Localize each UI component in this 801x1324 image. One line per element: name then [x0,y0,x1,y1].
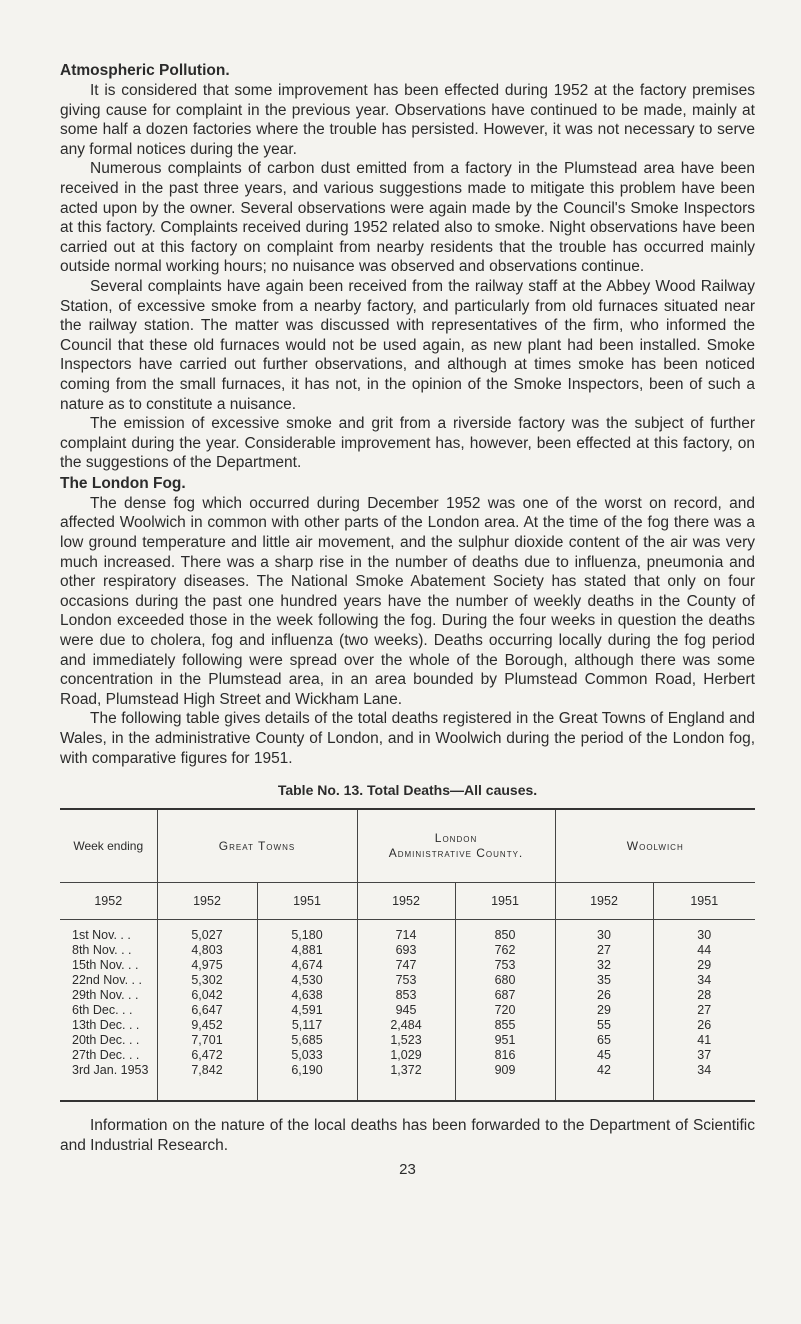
deaths-cell: 41 [653,1033,755,1048]
deaths-cell: 5,117 [257,1018,357,1033]
deaths-cell: 29 [555,1003,653,1018]
deaths-cell: 27 [653,1003,755,1018]
page-number: 23 [399,1161,416,1179]
year-header-cell: 1951 [455,883,555,920]
deaths-cell: 1,029 [357,1048,455,1063]
deaths-cell: 29 [653,958,755,973]
table-row [60,958,755,973]
deaths-cell: 45 [555,1048,653,1063]
deaths-cell: 4,591 [257,1003,357,1018]
deaths-cell: 5,302 [157,973,257,988]
deaths-cell: 27 [555,943,653,958]
header-great-towns: Great Towns [157,809,357,883]
deaths-cell: 65 [555,1033,653,1048]
header-week-ending: Week ending [60,809,157,883]
deaths-cell: 7,701 [157,1033,257,1048]
header-london-line1: London [434,831,478,846]
year-header-cell: 1951 [653,883,755,920]
deaths-cell: 42 [555,1063,653,1101]
deaths-cell: 762 [455,943,555,958]
deaths-table [60,808,755,1102]
deaths-cell: 951 [455,1033,555,1048]
header-woolwich: Woolwich [555,809,755,883]
deaths-cell: 32 [555,958,653,973]
deaths-cell: 34 [653,1063,755,1101]
deaths-cell: 2,484 [357,1018,455,1033]
deaths-cell: 5,033 [257,1048,357,1063]
deaths-cell: 945 [357,1003,455,1018]
deaths-cell: 6,042 [157,988,257,1003]
deaths-cell: 37 [653,1048,755,1063]
table-row [60,988,755,1003]
year-header-cell: 1952 [555,883,653,920]
year-header-cell: 1952 [157,883,257,920]
table-caption: Table No. 13. Total Deaths—All causes. [277,782,538,799]
deaths-cell: 753 [357,973,455,988]
table-row [60,943,755,958]
year-header-cell: 1951 [257,883,357,920]
paragraph: The dense fog which occurred during December 1952 was one of the worst on record, and affected Woolwich in common with other parts of the London area. At the time of the fog there was a low ground temperature and little air movement, and the sulphur dioxide content of the air was very much increased. There was a sharp rise in the number of deaths due to influenza, pneumonia and other respiratory diseases. The National Smoke Abatement Society has stated that only on four occasions during the past one hundred years have the number of weekly deaths in the County of London exceeded those in the week following the fog. During the four weeks in question the deaths were due to cholera, fog and influenza (two weeks). Deaths occurring locally during the fog period and immediately following were spread over the whole of the Borough, although there was some concentration in the Plumstead area, in an area bounded by Plumstead Common Road, Herbert Road, Plumstead High Street and Wickham Lane. [60,494,755,708]
table-body [60,920,755,1102]
deaths-cell: 5,027 [157,920,257,944]
week-ending-cell: 13th Dec. . . [72,1018,140,1033]
deaths-cell: 35 [555,973,653,988]
deaths-cell: 4,530 [257,973,357,988]
table-row [60,920,755,944]
header-london-county [357,809,555,883]
deaths-cell: 4,881 [257,943,357,958]
deaths-cell: 4,674 [257,958,357,973]
paragraph: The emission of excessive smoke and grit from a riverside factory was the subject of further complaint during the year. Considerable improvement has, however, been effected at this factory, on the suggestions of the Department. [60,415,755,472]
week-ending-cell: 29th Nov. . . [72,988,139,1003]
table-row [60,1048,755,1063]
footer-paragraph: Information on the nature of the local deaths has been forwarded to the Department of Scientific and Industrial Research. [60,1117,755,1154]
deaths-cell: 9,452 [157,1018,257,1033]
deaths-cell: 6,190 [257,1063,357,1101]
section-heading-london-fog: The London Fog. [60,474,186,492]
deaths-cell: 44 [653,943,755,958]
deaths-cell: 4,975 [157,958,257,973]
paragraph: The following table gives details of the total deaths registered in the Great Towns of England and Wales, in the administrative County of London, and in Woolwich during the period of the London fog, with comparative figures for 1951. [60,710,755,767]
deaths-cell: 4,803 [157,943,257,958]
table-row [60,1063,755,1101]
deaths-cell: 753 [455,958,555,973]
deaths-cell: 5,685 [257,1033,357,1048]
deaths-cell: 1,372 [357,1063,455,1101]
deaths-cell: 693 [357,943,455,958]
deaths-cell: 5,180 [257,920,357,944]
paragraph: It is considered that some improvement has been effected during 1952 at the factory premises giving cause for complaint in the previous year. Observations have continued to be made, mainly at some half a dozen factories where the trouble has persisted. However, it was not necessary to serve any formal notices during the year. [60,82,755,158]
deaths-cell: 26 [653,1018,755,1033]
header-london-line2: Administrative County. [388,846,524,861]
year-header-cell: 1952 [357,883,455,920]
week-ending-cell: 1st Nov. . . [72,928,131,943]
deaths-cell: 1,523 [357,1033,455,1048]
deaths-cell: 687 [455,988,555,1003]
week-ending-cell: 3rd Jan. 1953 [72,1063,149,1078]
deaths-cell: 747 [357,958,455,973]
deaths-cell: 909 [455,1063,555,1101]
deaths-cell: 850 [455,920,555,944]
week-ending-cell: 8th Nov. . . [72,943,132,958]
deaths-cell: 816 [455,1048,555,1063]
year-header-cell: 1952 [60,883,157,920]
deaths-cell: 720 [455,1003,555,1018]
deaths-cell: 714 [357,920,455,944]
deaths-cell: 30 [555,920,653,944]
week-ending-cell: 6th Dec. . . [72,1003,133,1018]
paragraph: Several complaints have again been received from the railway staff at the Abbey Wood Railway Station, of excessive smoke from a nearby factory, and particularly from old furnaces situated near the railway station. The matter was discussed with representatives of the firm, who informed the Council that these old furnaces would not be used again, as new plant had been installed. Smoke Inspectors have carried out further observations, and although at times smoke has been noticed coming from the small furnaces, it has not, in the opinion of the Smoke Inspectors, been of such a nature as to constitute a nuisance. [60,277,755,413]
table-row [60,1018,755,1033]
year-header-row [60,883,755,920]
section-heading-atmospheric-pollution: Atmospheric Pollution. [60,62,230,79]
deaths-cell: 28 [653,988,755,1003]
table-row [60,1033,755,1048]
deaths-cell: 680 [455,973,555,988]
deaths-cell: 55 [555,1018,653,1033]
deaths-cell: 26 [555,988,653,1003]
week-ending-cell: 15th Nov. . . [72,958,139,973]
deaths-cell: 7,842 [157,1063,257,1101]
deaths-cell: 30 [653,920,755,944]
deaths-cell: 6,472 [157,1048,257,1063]
deaths-cell: 34 [653,973,755,988]
document-page [60,60,755,1178]
deaths-cell: 6,647 [157,1003,257,1018]
deaths-cell: 853 [357,988,455,1003]
deaths-cell: 855 [455,1018,555,1033]
week-ending-cell: 20th Dec. . . [72,1033,140,1048]
deaths-cell: 4,638 [257,988,357,1003]
table-row [60,1003,755,1018]
week-ending-cell: 27th Dec. . . [72,1048,140,1063]
paragraph: Numerous complaints of carbon dust emitted from a factory in the Plumstead area have been received in the past three years, and various suggestions made to mitigate this problem have been acted upon by the owner. Several observations were again made by the Council's Smoke Inspectors at this factory. Complaints received during 1952 related also to smoke. Night observations have been carried out at this factory on complaint from nearby residents that the trouble has occurred mainly outside normal working hours; no nuisance was observed and observations continue. [60,160,755,276]
table-row [60,973,755,988]
week-ending-cell: 22nd Nov. . . [72,973,142,988]
